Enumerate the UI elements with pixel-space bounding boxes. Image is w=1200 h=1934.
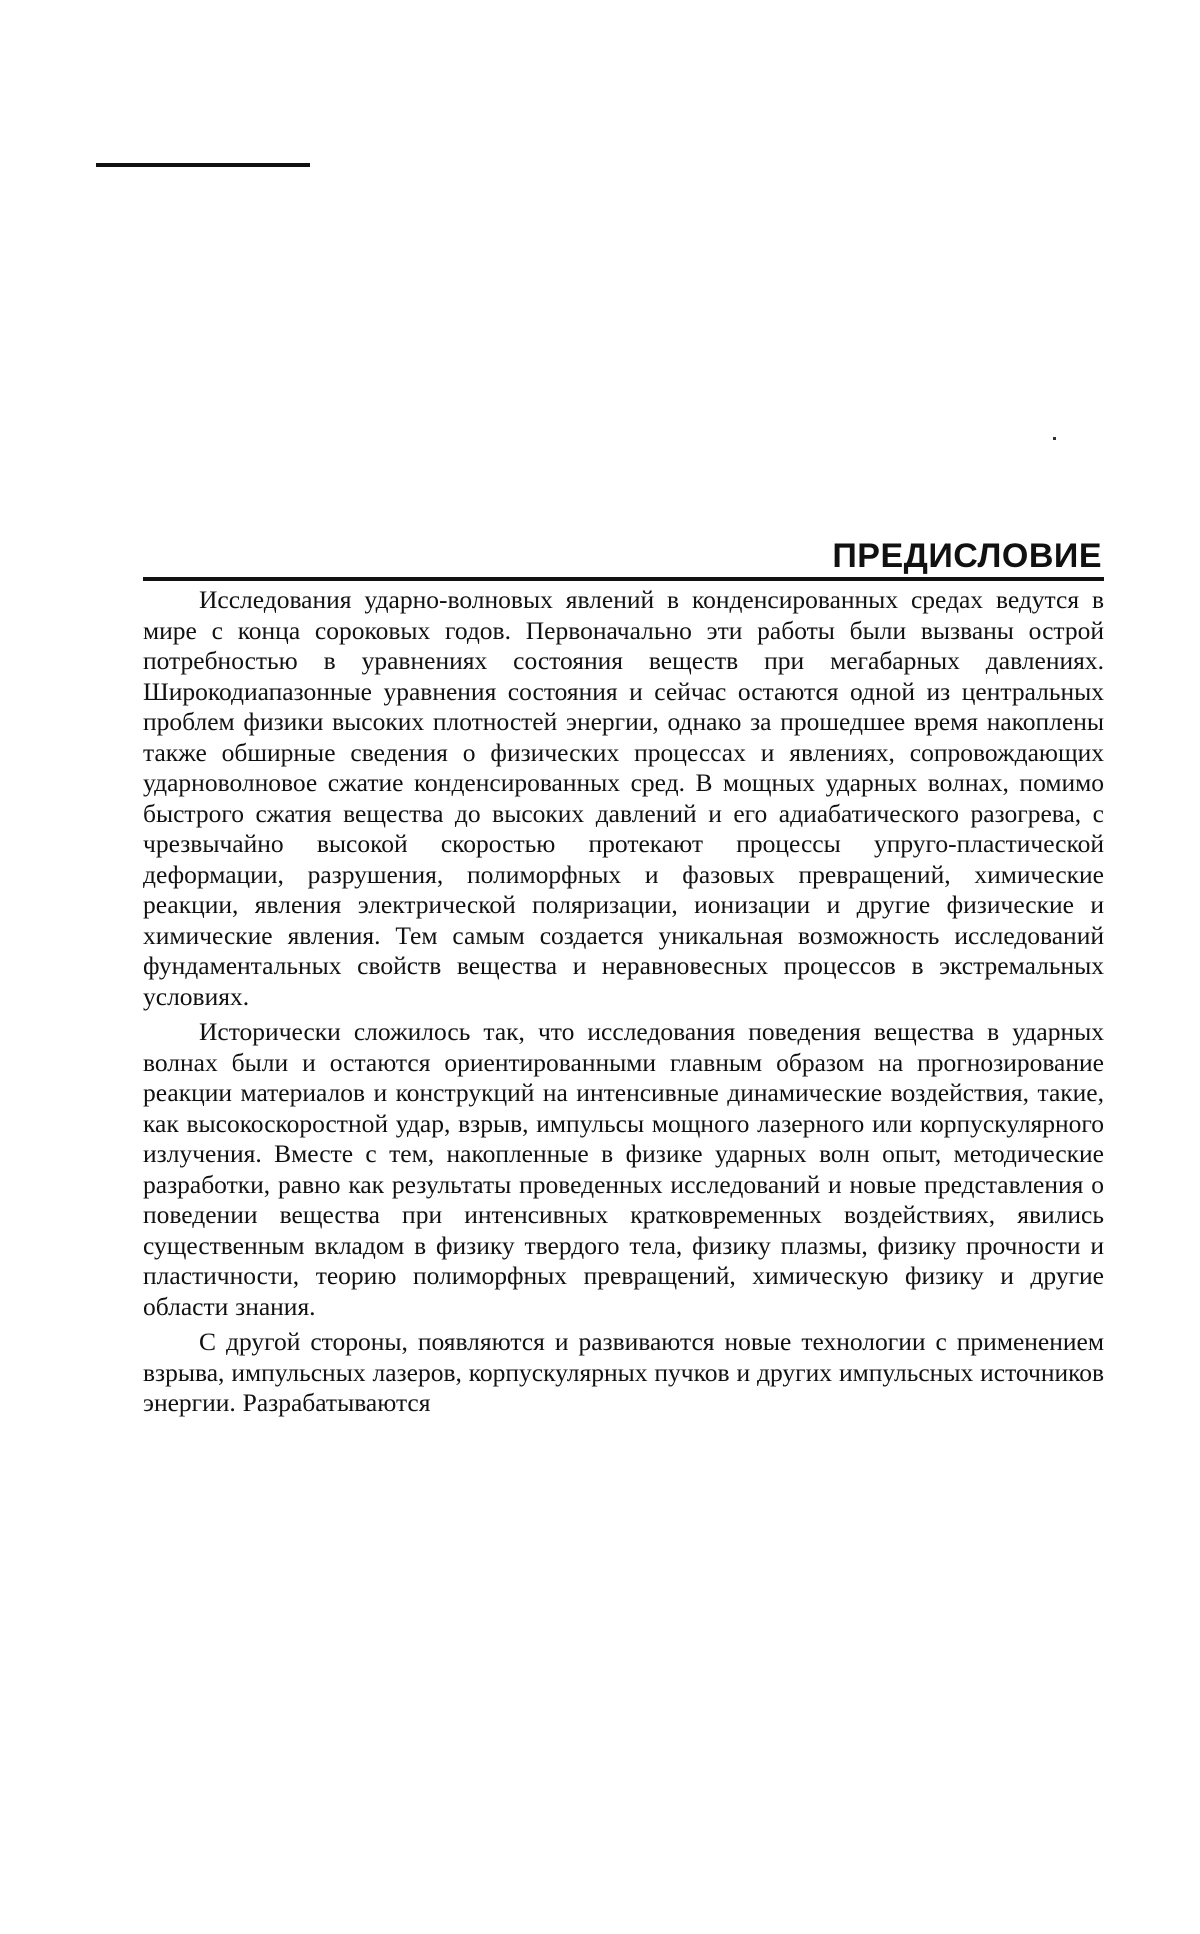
top-rule (96, 163, 310, 167)
print-speck (1053, 437, 1056, 440)
section-heading (143, 535, 1104, 581)
paragraph-3: С другой стороны, появляются и развиваются новые технологии с применением взрыва, импульсных лазеров, корпускулярных пучков и других импульсных источников энергии. Разрабатываются (143, 1327, 1104, 1417)
paragraph-1: Исследования ударно-волновых явлений в конденсированных средах ведутся в мире с конца сороковых годов. Первоначально эти работы были вызваны острой потребностью в уравнениях состояния веществ при мегабарных давлениях. Широкодиапазонные уравнения состояния и сейчас остаются одной из центральных проблем физики высоких плотностей энергии, однако за прошедшее время накоплены также обширные сведения о физических процессах и явлениях, сопровождающих ударноволновое сжатие конденсированных сред. В мощных ударных волнах, помимо быстрого сжатия вещества до высоких давлений и его адиабатического разогрева, с чрезвычайно высокой скоростью протекают процессы упруго-пластической деформации, разрушения, полиморфных и фазовых превращений, химические реакции, явления электрической поляризации, ионизации и другие физические и химические явления. Тем самым создается уникальная возможность исследований фундаментальных свойств вещества и неравновесных процессов в экстремальных условиях. (143, 585, 1104, 1011)
body-text (143, 585, 1104, 1424)
paragraph-2: Исторически сложилось так, что исследования поведения вещества в ударных волнах были и остаются ориентированными главным образом на прогнозирование реакции материалов и конструкций на интенсивные динамические воздействия, такие, как высокоскоростной удар, взрыв, импульсы мощного лазерного или корпускулярного излучения. Вместе с тем, накопленные в физике ударных волн опыт, методические разработки, равно как результаты проведенных исследований и новые представления о поведении вещества при интенсивных кратковременных воздействиях, явились существенным вкладом в физику твердого тела, физику плазмы, физику прочности и пластичности, теорию полиморфных превращений, химическую физику и другие области знания. (143, 1017, 1104, 1321)
page-title: ПРЕДИСЛОВИЕ (832, 537, 1102, 575)
